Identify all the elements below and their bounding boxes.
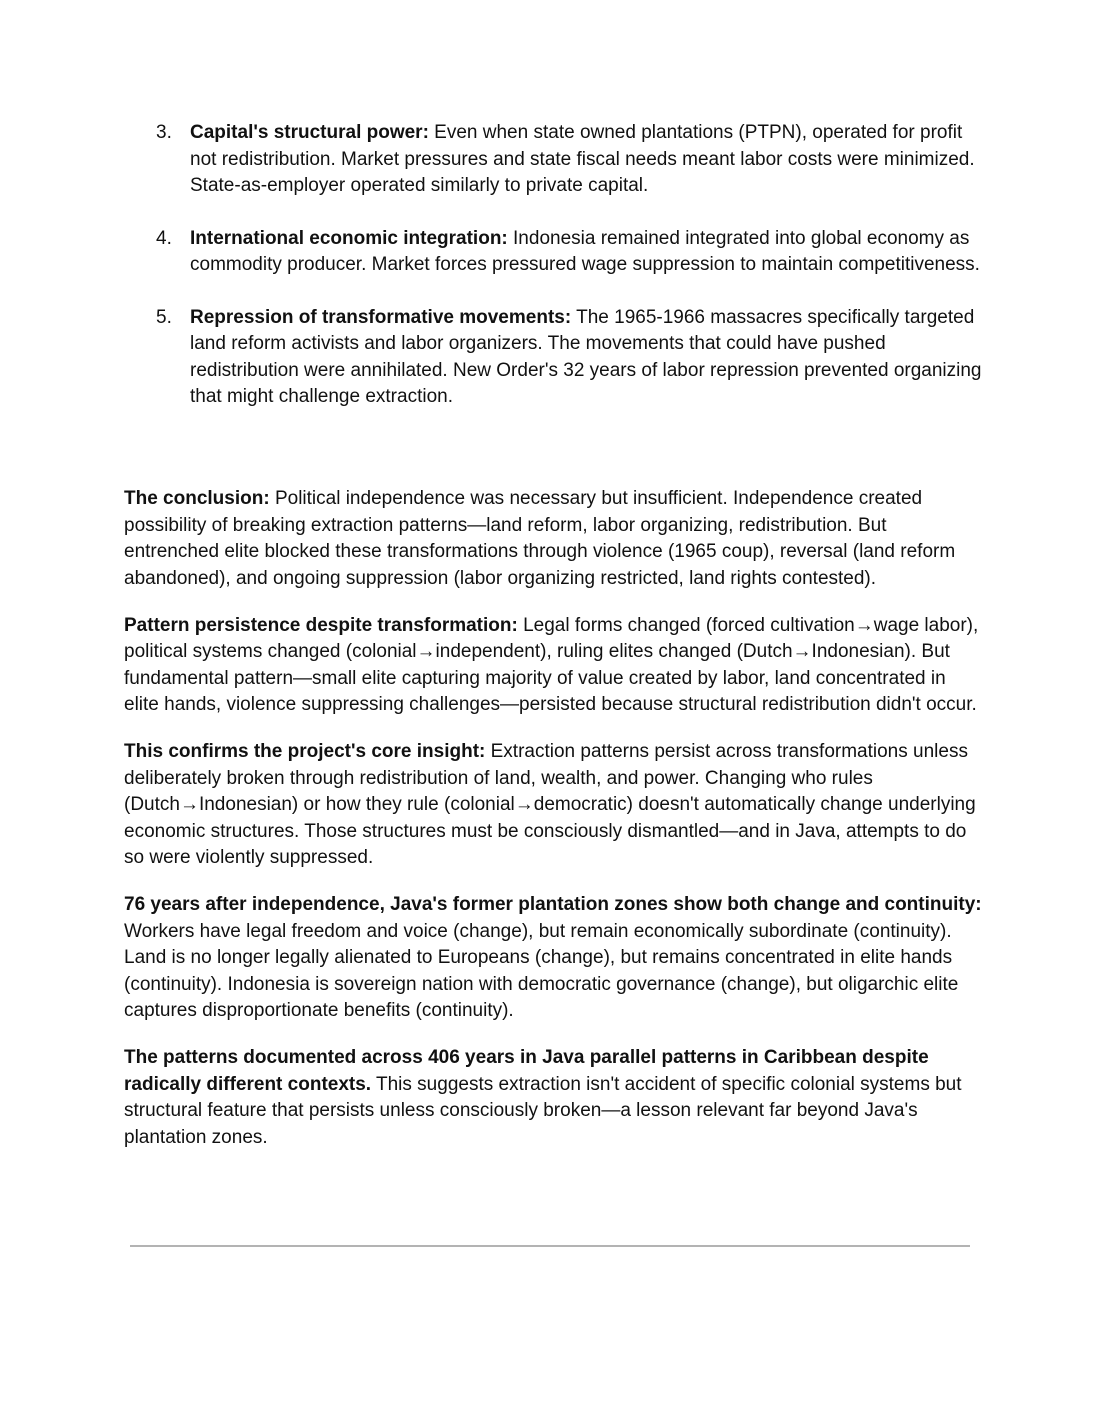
list-item-heading: Capital's structural power: — [190, 122, 429, 143]
list-item-body: The 1965-1966 massacres specifically targeted land reform activists and labor organizers. The movements that could have pushed redistribution were annihilated. New Order's 32 years of labor repression prevented organizing that might challenge extraction. — [190, 306, 982, 407]
list-item — [124, 226, 984, 279]
paragraph-body: Political independence was necessary but insufficient. Independence created possibility of breaking extraction patterns—land reform, labor organizing, redistribution. But entrenched elite blocked these transformations through violence (1965 coup), reversal (land reform abandoned), and ongoing suppression (labor organizing restricted, land rights contested). — [124, 488, 956, 589]
list-item-number: 3. — [156, 122, 172, 143]
list-item-number: 4. — [156, 227, 172, 249]
paragraph-heading: 76 years after independence, Java's former plantation zones show both change and continuity: — [124, 894, 982, 915]
list-item-heading: International economic integration: — [190, 227, 508, 249]
list-item — [124, 120, 984, 200]
list-item-body: Indonesia remained integrated into global economy as commodity producer. Market forces pressured wage suppression to maintain competitiveness. — [190, 227, 980, 275]
list-item-number: 5. — [156, 306, 172, 328]
paragraph-patterns-documented — [124, 1045, 984, 1151]
list-item-heading: Repression of transformative movements: — [190, 306, 572, 328]
paragraph-heading: Pattern persistence despite transformation: — [124, 614, 518, 636]
paragraph-body: Workers have legal freedom and voice (change), but remain economically subordinate (continuity). Land is no longer legally alienated to Europeans (change), but remains concentrated in elite hands (continuity). Indonesia is sovereign nation with democratic governance (change), but oligarchic elite captures disproportionate benefits (continuity). — [124, 920, 959, 1021]
list-item — [124, 305, 984, 411]
paragraph-heading: This confirms the project's core insight: — [124, 741, 486, 762]
paragraph-heading: The conclusion: — [124, 488, 270, 509]
paragraph-body: Legal forms changed (forced cultivation→wage labor), political systems changed (colonial→independent), ruling elites changed (Dutch→Indonesian). But fundamental pattern—small elite capturing majority of value created by labor, land concentrated in elite hands, violence suppressing challenges—persisted because structural redistribution didn't occur. — [124, 614, 979, 715]
horizontal-divider — [130, 1245, 970, 1247]
paragraph-body: This suggests extraction isn't accident of specific colonial systems but structural feature that persists unless consciously broken—a lesson relevant far beyond Java's plantation zones. — [124, 1073, 962, 1148]
list-item-body: Even when state owned plantations (PTPN), operated for profit not redistribution. Market pressures and state fiscal needs meant labor costs were minimized. State-as-employer operated similarly to private capital. — [190, 122, 975, 196]
paragraph-conclusion — [124, 486, 984, 592]
paragraph-change-continuity — [124, 892, 984, 1025]
body-paragraphs — [124, 486, 984, 1172]
paragraph-heading: The patterns documented across 406 years in Java parallel patterns in Caribbean despite radically different contexts. — [124, 1047, 929, 1095]
paragraph-body: Extraction patterns persist across transformations unless deliberately broken through redistribution of land, wealth, and power. Changing who rules (Dutch→Indonesian) or how they rule (colonial→democratic) doesn't automatically change underlying economic structures. Those structures must be consciously dismantled—and in Java, attempts to do so were violently suppressed. — [124, 741, 976, 868]
paragraph-pattern-persistence — [124, 613, 984, 719]
numbered-list — [124, 120, 984, 437]
paragraph-core-insight — [124, 739, 984, 872]
